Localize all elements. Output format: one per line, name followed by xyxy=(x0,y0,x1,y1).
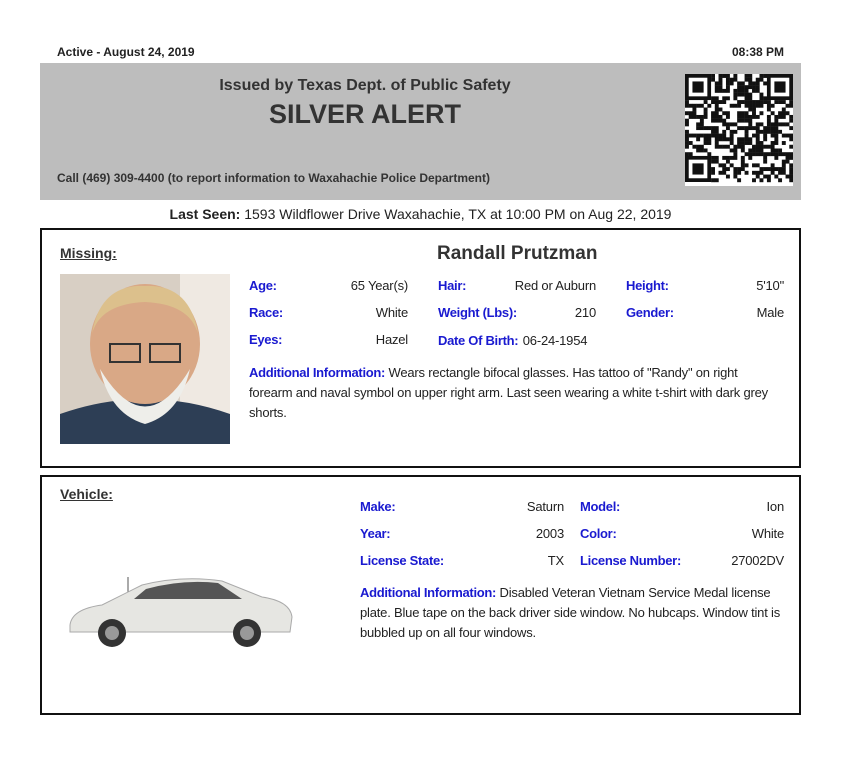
eyes-label: Eyes: xyxy=(249,332,283,347)
color-value: White xyxy=(751,526,784,541)
alert-time: 08:38 PM xyxy=(731,45,784,59)
gender-label: Gender: xyxy=(626,305,674,320)
license-number-value: 27002DV xyxy=(731,553,784,568)
height-value: 5'10" xyxy=(756,278,784,293)
age-value: 65 Year(s) xyxy=(350,278,408,293)
height-label: Height: xyxy=(626,278,669,293)
vehicle-heading: Vehicle: xyxy=(60,486,113,502)
active-date: Active - August 24, 2019 xyxy=(57,45,195,59)
age-label: Age: xyxy=(249,278,277,293)
license-state-value: TX xyxy=(547,553,564,568)
missing-heading: Missing: xyxy=(60,245,117,261)
last-seen: Last Seen: 1593 Wildflower Drive Waxahachie, TX at 10:00 PM on Aug 22, 2019 xyxy=(169,206,672,222)
person-name: Randall Prutzman xyxy=(437,243,598,264)
license-number-label: License Number: xyxy=(580,553,681,568)
vehicle-section xyxy=(40,475,801,715)
year-value: 2003 xyxy=(535,526,564,541)
race-label: Race: xyxy=(249,305,283,320)
make-value: Saturn xyxy=(526,499,564,514)
missing-section xyxy=(40,228,801,468)
race-value: White xyxy=(375,305,408,320)
model-label: Model: xyxy=(580,499,621,514)
qr-code xyxy=(685,74,793,186)
issuer: Issued by Texas Dept. of Public Safety xyxy=(219,77,511,94)
vehicle-photo xyxy=(62,567,297,657)
weight-value: 210 xyxy=(574,305,596,320)
hair-value: Red or Auburn xyxy=(514,278,596,293)
call-info: Call (469) 309-4400 (to report information to Waxahachie Police Department) xyxy=(57,171,490,185)
color-label: Color: xyxy=(580,526,617,541)
missing-person-photo xyxy=(60,274,230,444)
vehicle-additional-info: Additional Information: Disabled Veteran Vietnam Service Medal license plate. Blue tape on the back driver side window. No hubcaps. Window tint is bubbled up on all four windows. xyxy=(360,585,781,640)
gender-value: Male xyxy=(756,305,784,320)
weight-label: Weight (Lbs): xyxy=(438,305,517,320)
model-value: Ion xyxy=(766,499,784,514)
make-label: Make: xyxy=(360,499,396,514)
eyes-value: Hazel xyxy=(375,332,408,347)
alert-title: SILVER ALERT xyxy=(268,99,461,129)
license-state-label: License State: xyxy=(360,553,444,568)
year-label: Year: xyxy=(360,526,391,541)
dob: Date Of Birth: 06-24-1954 xyxy=(438,333,588,348)
alert-header xyxy=(40,63,801,200)
missing-additional-info: Additional Information: Wears rectangle bifocal glasses. Has tattoo of "Randy" on right forearm and naval symbol on upper right arm. Last seen wearing a white t-shirt with dark grey shorts. xyxy=(249,365,768,420)
hair-label: Hair: xyxy=(438,278,467,293)
